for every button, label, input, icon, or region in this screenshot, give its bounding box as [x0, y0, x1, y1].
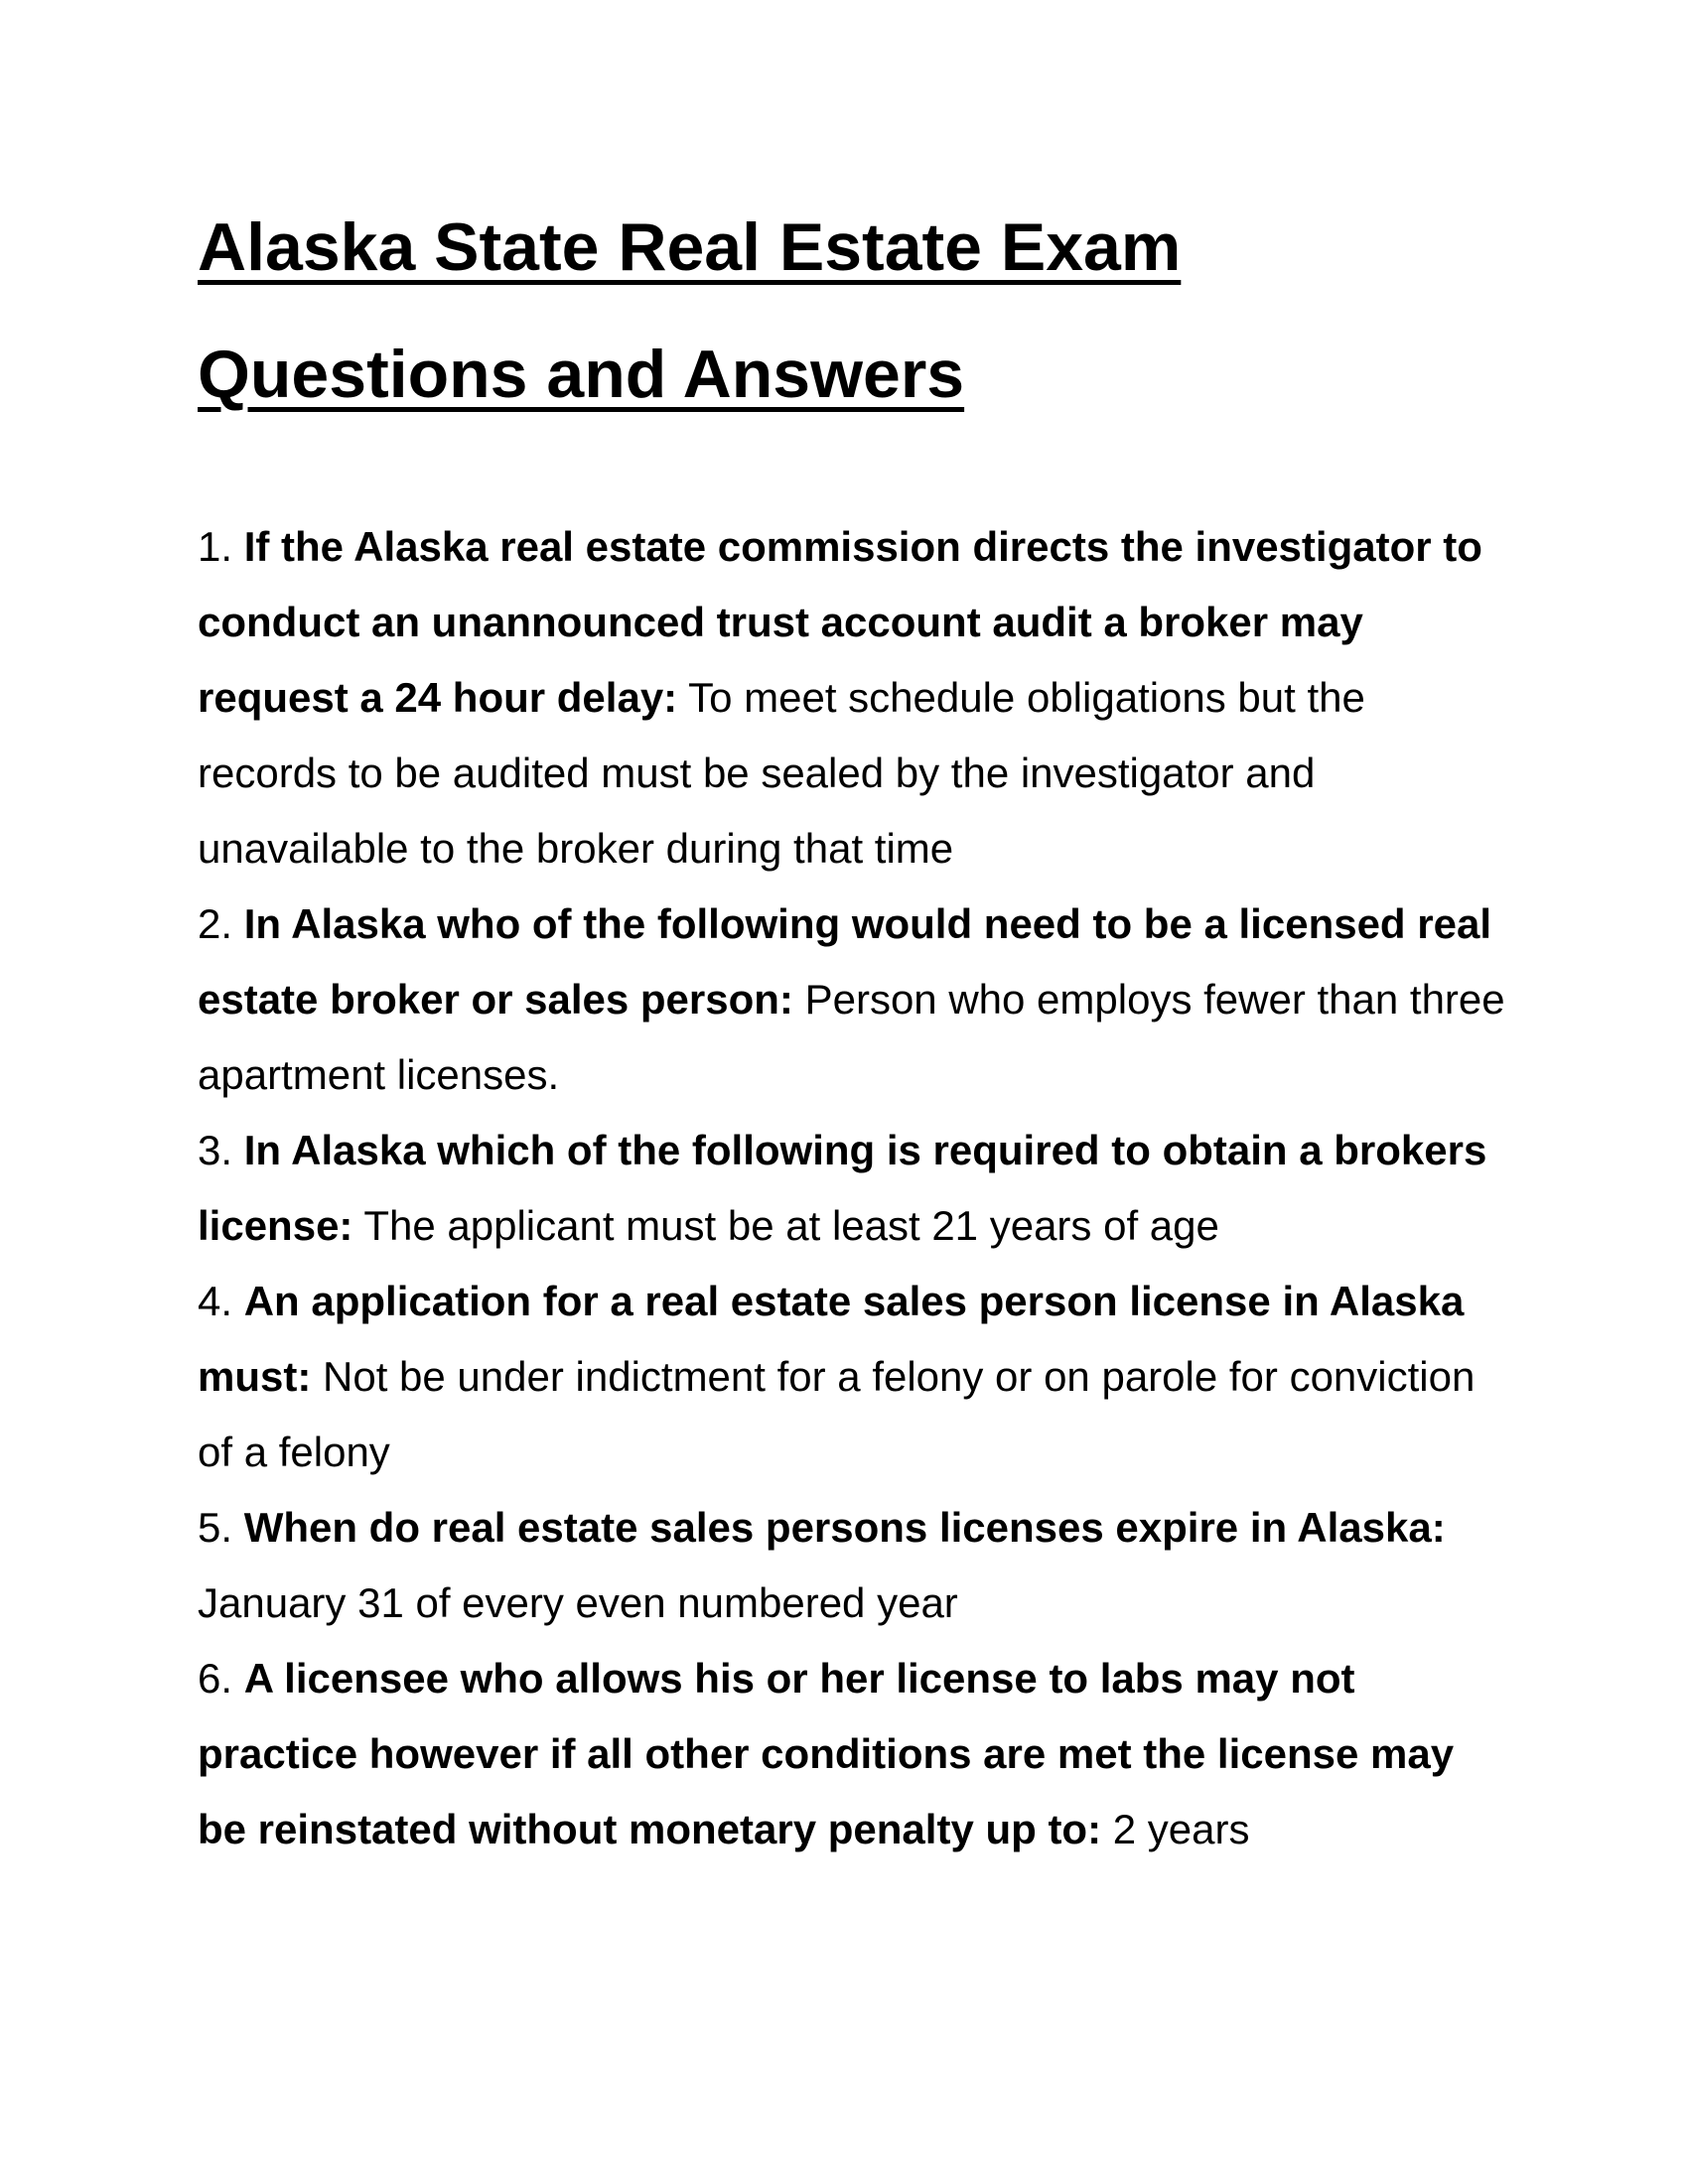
question-number: 4. — [198, 1278, 233, 1324]
question-number: 2. — [198, 900, 233, 947]
question-item-3 — [198, 1113, 1508, 1264]
question-answer: Person who employs fewer than three apartment licenses. — [198, 976, 1505, 1098]
title-line-2: Questions and Answers — [198, 337, 965, 412]
question-item-1 — [198, 509, 1508, 887]
question-answer: The applicant must be at least 21 years of age — [363, 1202, 1219, 1249]
page-title — [198, 184, 1488, 438]
question-answer: To meet schedule obligations but the records to be audited must be sealed by the investigator and unavailable to the broker during that time — [198, 674, 1365, 872]
question-text: In Alaska who of the following would need to be a licensed real estate broker or sales person: — [198, 900, 1491, 1023]
question-text: A licensee who allows his or her license to labs may not practice however if all other conditions are met the license may be reinstated without monetary penalty up to: — [198, 1655, 1455, 1852]
question-text: An application for a real estate sales person license in Alaska must: — [198, 1278, 1465, 1400]
question-item-6 — [198, 1641, 1508, 1867]
question-item-2 — [198, 887, 1508, 1113]
question-answer: January 31 of every even numbered year — [198, 1579, 958, 1626]
question-text: If the Alaska real estate commission directs the investigator to conduct an unannounced trust account audit a broker may request a 24 hour delay: — [198, 523, 1482, 721]
question-number: 5. — [198, 1504, 233, 1551]
title-line-1: Alaska State Real Estate Exam — [198, 209, 1182, 285]
question-number: 1. — [198, 523, 233, 570]
question-text: When do real estate sales persons licenses expire in Alaska: — [243, 1504, 1446, 1551]
question-number: 3. — [198, 1127, 233, 1173]
question-item-5 — [198, 1490, 1508, 1641]
question-answer: 2 years — [1112, 1806, 1250, 1852]
question-answer: Not be under indictment for a felony or on parole for conviction of a felony — [198, 1353, 1476, 1475]
question-text: In Alaska which of the following is required to obtain a brokers license: — [198, 1127, 1487, 1249]
question-item-4 — [198, 1264, 1508, 1490]
question-list — [198, 509, 1508, 1867]
question-number: 6. — [198, 1655, 233, 1702]
